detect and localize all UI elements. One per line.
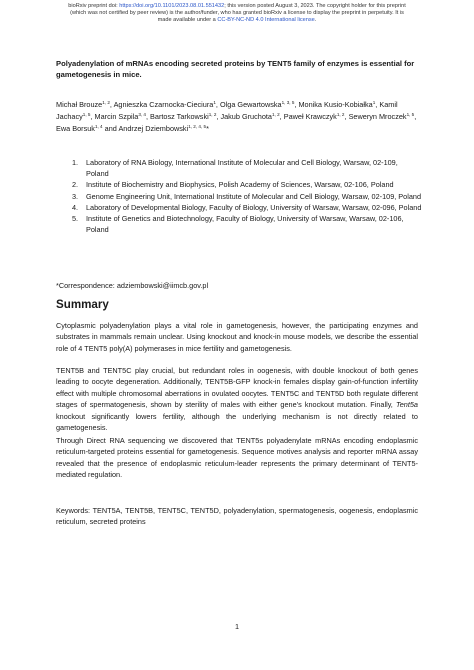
- banner-line-2: (which was not certified by peer review) is the author/funder, who has granted bioRxiv a license to display the preprint in perpetuity. It is: [70, 10, 404, 16]
- author-name: Jakub Gruchota: [220, 112, 272, 121]
- author-separator: ,: [90, 112, 95, 121]
- author-name: Michał Brouze: [56, 100, 103, 109]
- affiliation-item: [72, 202, 422, 213]
- author-affiliation-sup: 1, 4: [94, 124, 103, 129]
- author-separator: ,: [414, 112, 417, 121]
- author-separator: ,: [294, 100, 299, 109]
- doi-link[interactable]: https://doi.org/10.1101/2023.08.01.551432: [119, 3, 225, 9]
- author-name: Monika Kusio-Kobiałka: [298, 100, 373, 109]
- affiliation-item: [72, 213, 422, 235]
- author-separator: *: [206, 124, 209, 133]
- author-separator: ,: [145, 112, 151, 121]
- banner-posted-text: ; this version posted August 3, 2023. The copyright holder for this preprint: [224, 3, 406, 9]
- author-separator: ,: [109, 100, 114, 109]
- banner-period: .: [314, 17, 317, 23]
- author-affiliation-sup: 1, 2: [336, 112, 345, 117]
- author-list: [56, 99, 421, 135]
- author-affiliation-sup: 1, 2: [208, 112, 217, 117]
- affiliation-number: 2.: [72, 180, 79, 190]
- affiliation-number: 4.: [72, 202, 79, 212]
- affiliation-item: [72, 157, 422, 179]
- author-affiliation-sup: 1, 5: [82, 112, 91, 117]
- author-affiliation-sup: 3, 4: [138, 112, 146, 117]
- summary-paragraph-2: [56, 365, 418, 433]
- gene-name-italic: Tent5a: [395, 400, 418, 410]
- author-affiliation-sup: 1, 5: [406, 112, 415, 117]
- banner-license-label: made available under a: [157, 17, 216, 23]
- affiliation-text: Genome Engineering Unit, International Institute of Molecular and Cell Biology, Warsaw, 02-109, Poland: [86, 191, 422, 201]
- author-affiliation-sup: 1, 2: [271, 112, 280, 117]
- summary-paragraph-1: Cytoplasmic polyadenylation plays a vital role in gametogenesis, however, the participating enzymes and substrates in mammals remain unclear. Using knockout and knock-in mouse models, we describe the essential role of 4 TENT5 poly(A) polymerases in mice fertility and gametogenesis.: [56, 321, 418, 353]
- author-name: Olga Gewartowska: [219, 100, 282, 109]
- affiliation-number: 3.: [72, 191, 79, 201]
- author-name: Bartosz Tarkowski: [150, 112, 209, 121]
- banner-line-1: [0, 3, 474, 10]
- keywords: Keywords: TENT5A, TENT5B, TENT5C, TENT5D, polyadenylation, spermatogenesis, oogenesis, endoplasmic reticulum, secreted proteins: [56, 506, 418, 527]
- affiliation-text: Institute of Genetics and Biotechnology, Faculty of Biology, University of Warsaw, Warsaw, 02-106, Poland: [86, 214, 404, 235]
- author-separator: ,: [375, 100, 380, 109]
- author-affiliation-sup: 1: [213, 100, 216, 105]
- author-separator: and: [102, 124, 119, 133]
- paragraph-2-text-b: knockout significantly lowers fertility, although the underlying mechanism is not directly related to gametogenesis.: [56, 411, 418, 433]
- affiliation-number: 1.: [72, 158, 79, 167]
- author-name: Paweł Krawczyk: [283, 112, 337, 121]
- author-separator: ,: [344, 112, 349, 121]
- summary-paragraph-3: Through Direct RNA sequencing we discovered that TENT5s polyadenylate mRNAs encoding endoplasmic reticulum-targeted proteins essential for gametogenesis. Sequence motives analysis and reporter mRNA assay revealed that the presence of endoplasmic reticulum-leader represents the primary determinant of TENT5-mediated regulation.: [56, 436, 418, 480]
- affiliation-text: Laboratory of RNA Biology, International Institute of Molecular and Cell Biology, Warsaw, 02-109, Poland: [86, 158, 398, 179]
- banner-doi-label: bioRxiv preprint doi:: [68, 3, 120, 9]
- author-name: Andrzej Dziembowski: [118, 124, 189, 133]
- page-number: 1: [234, 622, 240, 631]
- author-affiliation-sup: 1: [372, 100, 376, 105]
- affiliation-text: Laboratory of Developmental Biology, Faculty of Biology, University of Warsaw, Warsaw, 02-096, Poland: [86, 202, 422, 212]
- paragraph-2-text-a: TENT5B and TENT5C play crucial, but redundant roles in oogenesis, with double knockout of both genes leading to oocyte degeneration. Additionally, TENT5B-GFP knock-in females display gain-of-function infertility effect with multiple chromosomal aberrations in ovulated oocytes. TENT5C and TENT5D both regulate different stages of spermatogenesis, shown by sterility of males with either gene’s knockout mutation. Finally,: [56, 366, 418, 410]
- affiliation-list: [72, 157, 422, 235]
- author-name: Agnieszka Czarnocka-Cieciura: [113, 100, 214, 109]
- author-separator: ,: [216, 112, 221, 121]
- affiliation-text: Institute of Biochemistry and Biophysics, Polish Academy of Sciences, Warsaw, 02-106, Poland: [86, 180, 394, 190]
- author-affiliation-sup: 1, 2: [102, 100, 110, 105]
- license-link[interactable]: CC-BY-NC-ND 4.0 International license: [217, 17, 315, 23]
- author-affiliation-sup: 1, 2, 4, 5: [188, 124, 207, 129]
- affiliation-item: [72, 191, 422, 202]
- affiliation-number: 5.: [72, 214, 79, 224]
- affiliation-item: [72, 179, 422, 190]
- author-name: Marcin Szpila: [94, 112, 139, 121]
- summary-heading: Summary: [56, 298, 109, 311]
- paper-title: Polyadenylation of mRNAs encoding secreted proteins by TENT5 family of enzymes is essential for gametogenesis in mice.: [56, 59, 415, 79]
- author-name: Seweryn Mroczek: [348, 112, 407, 121]
- author-name: Kamil Jachacy: [56, 100, 398, 121]
- author-affiliation-sup: 1, 3, 5: [281, 100, 295, 105]
- correspondence: *Correspondence: adziembowski@iimcb.gov.pl: [56, 281, 209, 290]
- preprint-banner: [0, 3, 474, 24]
- author-separator: ,: [279, 112, 284, 121]
- author-separator: ,: [215, 100, 220, 109]
- banner-line-3: [0, 17, 474, 24]
- author-name: Ewa Borsuk: [56, 124, 95, 133]
